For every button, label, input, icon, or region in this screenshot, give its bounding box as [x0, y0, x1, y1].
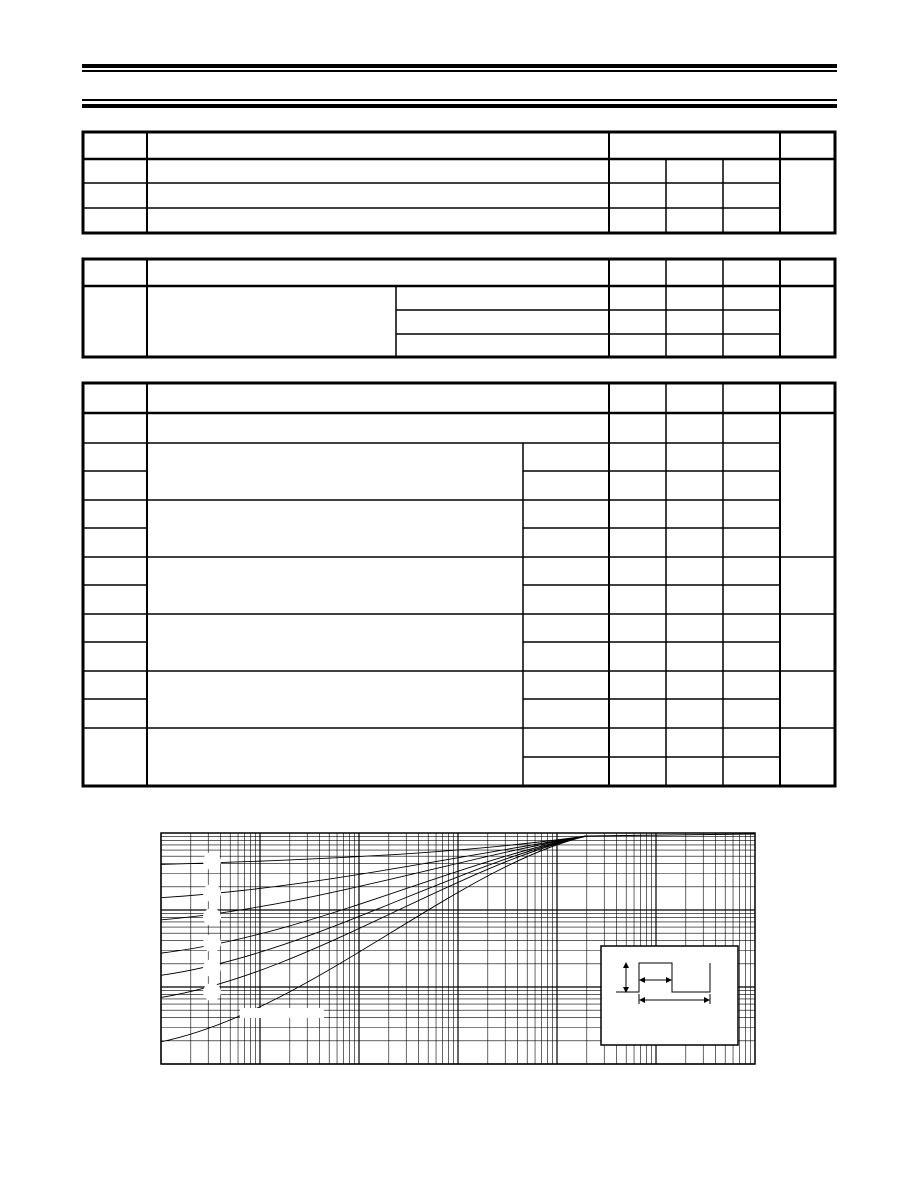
- inset-pulse-diagram: [601, 946, 738, 1045]
- curve-2: [161, 836, 587, 898]
- curve-markers: [203, 852, 324, 1018]
- curve-6: [161, 836, 587, 997]
- curve-5: [161, 836, 587, 975]
- curve-3: [161, 836, 587, 920]
- series-tail: [587, 834, 755, 836]
- curve-7: [161, 836, 587, 1042]
